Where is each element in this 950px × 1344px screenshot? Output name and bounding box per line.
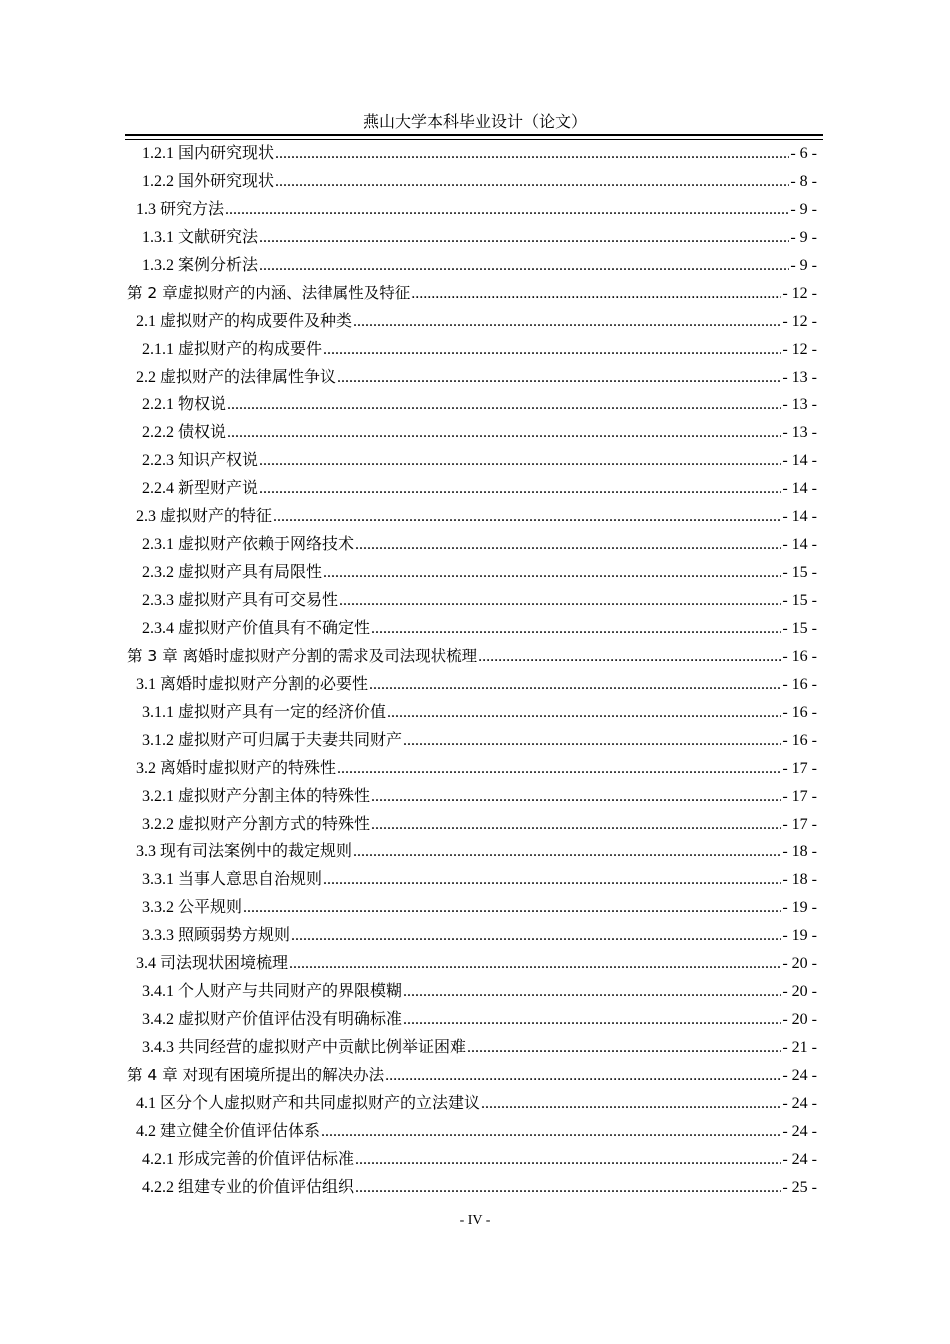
- toc-dot-leader: [385, 1062, 781, 1090]
- toc-entry-title: 3.2 离婚时虚拟财产的特殊性: [136, 759, 337, 777]
- toc-entry-title: 1.3 研究方法: [136, 200, 225, 218]
- toc-entry[interactable]: [127, 1118, 817, 1146]
- toc-entry-title: 4.2.2 组建专业的价值评估组织: [142, 1178, 355, 1196]
- toc-entry-page: - 20 -: [782, 1011, 817, 1029]
- toc-entry[interactable]: [127, 531, 817, 559]
- toc-entry-title: 3.1 离婚时虚拟财产分割的必要性: [136, 675, 369, 693]
- toc-entry[interactable]: [127, 475, 817, 503]
- toc-entry-page: - 20 -: [782, 955, 817, 973]
- toc-dot-leader: [411, 280, 781, 308]
- toc-entry-page: - 19 -: [782, 899, 817, 917]
- toc-entry-page: - 21 -: [782, 1039, 817, 1056]
- toc-entry[interactable]: [127, 783, 817, 811]
- toc-entry[interactable]: [127, 866, 817, 894]
- toc-entry-title: 3.2.1 虚拟财产分割主体的特殊性: [142, 787, 371, 805]
- toc-dot-leader: [259, 475, 781, 503]
- toc-dot-leader: [225, 196, 789, 224]
- toc-entry-title: 3.3 现有司法案例中的裁定规则: [136, 843, 353, 861]
- toc-chapter-entry[interactable]: [127, 1062, 817, 1090]
- toc-entry-page: - 16 -: [782, 675, 817, 693]
- toc-entry-title: 2.1.1 虚拟财产的构成要件: [142, 340, 323, 358]
- toc-entry-title: 第 3 章 离婚时虚拟财产分割的需求及司法现状梳理: [127, 646, 478, 665]
- toc-entry[interactable]: [127, 447, 817, 475]
- toc-entry-page: - 16 -: [782, 647, 817, 665]
- toc-entry-title: 3.1.1 虚拟财产具有一定的经济价值: [142, 703, 387, 721]
- toc-entry-page: - 13 -: [782, 396, 817, 414]
- toc-dot-leader: [289, 950, 781, 978]
- page-number: - IV -: [459, 1213, 491, 1228]
- toc-dot-leader: [227, 419, 781, 447]
- toc-dot-leader: [355, 1174, 781, 1202]
- toc-entry-title: 3.4.1 个人财产与共同财产的界限模糊: [142, 983, 403, 1001]
- toc-dot-leader: [323, 866, 781, 894]
- toc-entry-title: 1.3.1 文献研究法: [142, 228, 259, 246]
- toc-dot-leader: [355, 1146, 781, 1174]
- toc-entry[interactable]: [127, 168, 817, 196]
- toc-entry-page: - 24 -: [782, 1122, 817, 1140]
- toc-entry[interactable]: [127, 978, 817, 1006]
- toc-entry-page: - 24 -: [782, 1066, 817, 1084]
- toc-dot-leader: [371, 811, 781, 839]
- toc-entry-page: - 17 -: [782, 759, 817, 777]
- toc-entry-title: 3.3.2 公平规则: [142, 899, 243, 917]
- toc-entry[interactable]: [127, 1174, 817, 1202]
- toc-entry-title: 2.2 虚拟财产的法律属性争议: [136, 368, 337, 386]
- toc-dot-leader: [371, 783, 781, 811]
- toc-entry[interactable]: [127, 503, 817, 531]
- toc-dot-leader: [275, 140, 789, 168]
- toc-dot-leader: [403, 978, 781, 1006]
- toc-entry[interactable]: [127, 336, 817, 364]
- toc-dot-leader: [339, 587, 781, 615]
- toc-dot-leader: [337, 755, 781, 783]
- toc-entry-title: 3.3.1 当事人意思自治规则: [142, 871, 323, 889]
- toc-dot-leader: [275, 168, 789, 196]
- toc-entry-page: - 24 -: [782, 1150, 817, 1168]
- toc-entry-page: - 9 -: [790, 200, 817, 218]
- toc-dot-leader: [355, 531, 781, 559]
- toc-dot-leader: [353, 838, 781, 866]
- toc-entry-title: 4.1 区分个人虚拟财产和共同虚拟财产的立法建议: [136, 1094, 481, 1112]
- toc-dot-leader: [291, 922, 781, 950]
- toc-entry[interactable]: [127, 1146, 817, 1174]
- toc-entry-title: 2.2.3 知识产权说: [142, 452, 259, 470]
- toc-entry-title: 2.2.4 新型财产说: [142, 480, 259, 498]
- toc-entry-page: - 12 -: [782, 340, 817, 358]
- toc-entry-page: - 15 -: [782, 592, 817, 609]
- toc-dot-leader: [227, 391, 781, 419]
- toc-dot-leader: [387, 699, 781, 727]
- toc-entry-page: - 20 -: [782, 983, 817, 1001]
- toc-entry[interactable]: [127, 308, 817, 336]
- toc-entry-page: - 14 -: [782, 452, 817, 470]
- toc-entry-page: - 15 -: [782, 564, 817, 582]
- toc-entry-title: 2.3 虚拟财产的特征: [136, 508, 273, 526]
- toc-dot-leader: [323, 336, 781, 364]
- toc-entry-page: - 8 -: [790, 172, 817, 190]
- toc-entry-title: 2.3.2 虚拟财产具有局限性: [142, 564, 323, 582]
- toc-entry-title: 1.2.2 国外研究现状: [142, 172, 275, 190]
- toc-entry-title: 1.2.1 国内研究现状: [142, 145, 275, 162]
- toc-entry-title: 2.3.4 虚拟财产价值具有不确定性: [142, 619, 371, 637]
- toc-chapter-entry[interactable]: [127, 643, 817, 671]
- toc-entry-page: - 19 -: [782, 927, 817, 945]
- toc-entry-title: 2.1 虚拟财产的构成要件及种类: [136, 312, 353, 330]
- toc-entry[interactable]: [127, 140, 817, 168]
- toc-entry-title: 2.3.1 虚拟财产依赖于网络技术: [142, 536, 355, 554]
- toc-entry[interactable]: [127, 391, 817, 419]
- toc-entry-page: - 17 -: [782, 815, 817, 833]
- toc-entry-title: 2.2.2 债权说: [142, 424, 227, 442]
- page-header-title: 燕山大学本科毕业设计（论文）: [362, 114, 587, 131]
- toc-entry-page: - 15 -: [782, 619, 817, 637]
- toc-entry-page: - 25 -: [782, 1178, 817, 1196]
- toc-dot-leader: [403, 727, 781, 755]
- toc-entry-page: - 16 -: [782, 731, 817, 749]
- toc-entry-page: - 13 -: [782, 368, 817, 386]
- toc-entry-page: - 14 -: [782, 536, 817, 554]
- toc-chapter-entry[interactable]: [127, 280, 817, 308]
- toc-entry[interactable]: [127, 671, 817, 699]
- toc-entry-title: 1.3.2 案例分析法: [142, 256, 259, 274]
- toc-entry[interactable]: [127, 699, 817, 727]
- toc-entry-page: - 14 -: [782, 480, 817, 498]
- toc-entry-title: 2.2.1 物权说: [142, 396, 227, 414]
- toc-entry-page: - 24 -: [782, 1094, 817, 1112]
- toc-entry-title: 3.2.2 虚拟财产分割方式的特殊性: [142, 815, 371, 833]
- toc-dot-leader: [243, 894, 781, 922]
- toc-dot-leader: [337, 364, 781, 392]
- toc-dot-leader: [273, 503, 781, 531]
- toc-entry[interactable]: [127, 364, 817, 392]
- toc-dot-leader: [259, 447, 781, 475]
- toc-entry-page: - 18 -: [782, 843, 817, 861]
- toc-entry-title: 第 2 章虚拟财产的内涵、法律属性及特征: [127, 283, 411, 302]
- toc-entry[interactable]: [127, 838, 817, 866]
- toc-entry[interactable]: [127, 419, 817, 447]
- toc-entry[interactable]: [127, 950, 817, 978]
- toc-entry-page: - 12 -: [782, 284, 817, 302]
- toc-entry-page: - 14 -: [782, 508, 817, 526]
- toc-entry-title: 4.2.1 形成完善的价值评估标准: [142, 1150, 355, 1168]
- toc-entry[interactable]: [127, 727, 817, 755]
- toc-dot-leader: [369, 671, 781, 699]
- toc-entry-page: - 16 -: [782, 703, 817, 721]
- toc-entry[interactable]: [127, 922, 817, 950]
- toc-entry-title: 3.4 司法现状困境梳理: [136, 955, 289, 973]
- toc-dot-leader: [259, 224, 789, 252]
- toc-entry[interactable]: [127, 1090, 817, 1118]
- header-rule-thick: [125, 134, 823, 136]
- toc-entry[interactable]: [127, 224, 817, 252]
- toc-entry-title: 3.3.3 照顾弱势方规则: [142, 927, 291, 945]
- toc-dot-leader: [403, 1006, 781, 1034]
- toc-dot-leader: [371, 615, 781, 643]
- toc-entry[interactable]: [127, 615, 817, 643]
- toc-entry[interactable]: [127, 196, 817, 224]
- toc-entry-page: - 12 -: [782, 312, 817, 330]
- toc-entry[interactable]: [127, 1034, 817, 1062]
- toc-entry-page: - 9 -: [790, 256, 817, 274]
- toc-entry-page: - 6 -: [790, 145, 817, 162]
- toc-entry-page: - 17 -: [782, 787, 817, 805]
- toc-entry[interactable]: [127, 894, 817, 922]
- toc-dot-leader: [481, 1090, 781, 1118]
- toc-entry[interactable]: [127, 1006, 817, 1034]
- toc-dot-leader: [259, 252, 789, 280]
- toc-entry-page: - 13 -: [782, 424, 817, 442]
- toc-entry-title: 3.4.2 虚拟财产价值评估没有明确标准: [142, 1011, 403, 1029]
- toc-entry[interactable]: [127, 559, 817, 587]
- toc-entry[interactable]: [127, 587, 817, 615]
- toc-dot-leader: [323, 559, 781, 587]
- toc-dot-leader: [321, 1118, 781, 1146]
- toc-dot-leader: [467, 1034, 781, 1062]
- toc-entry-title: 4.2 建立健全价值评估体系: [136, 1122, 321, 1140]
- toc-entry-page: - 18 -: [782, 871, 817, 889]
- toc-entry-page: - 9 -: [790, 228, 817, 246]
- toc-dot-leader: [353, 308, 781, 336]
- toc-entry-title: 2.3.3 虚拟财产具有可交易性: [142, 592, 339, 609]
- toc-entry[interactable]: [127, 252, 817, 280]
- toc-entry-title: 3.1.2 虚拟财产可归属于夫妻共同财产: [142, 731, 403, 749]
- toc-entry[interactable]: [127, 811, 817, 839]
- toc-entry-title: 3.4.3 共同经营的虚拟财产中贡献比例举证困难: [142, 1039, 467, 1056]
- toc-entry[interactable]: [127, 755, 817, 783]
- table-of-contents: [127, 140, 817, 1202]
- toc-dot-leader: [478, 643, 781, 671]
- toc-entry-title: 第 4 章 对现有困境所提出的解决办法: [127, 1065, 385, 1084]
